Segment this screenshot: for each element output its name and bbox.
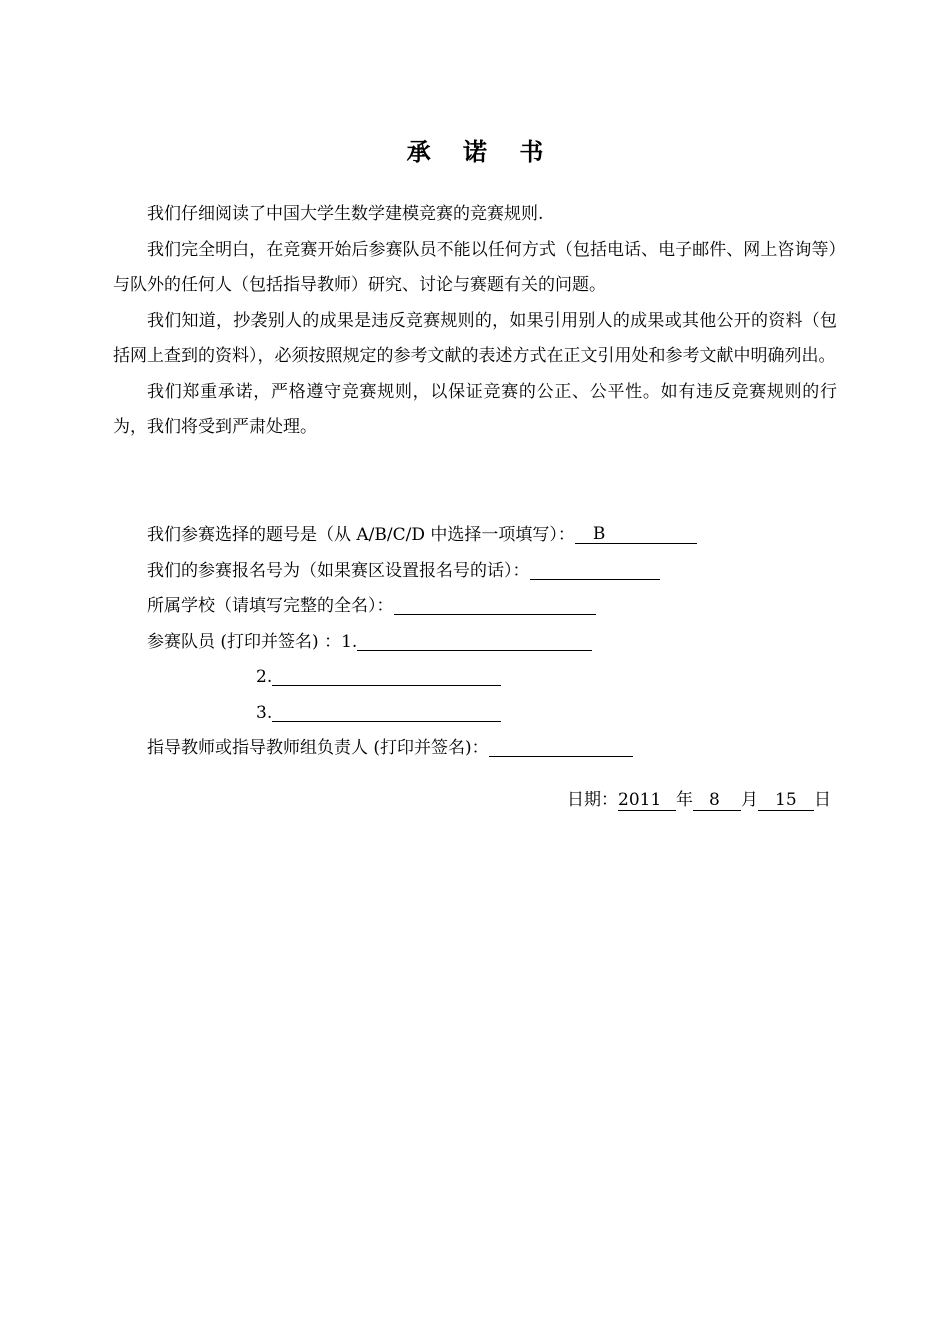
member-2-field[interactable]	[272, 665, 501, 686]
month-unit: 月	[741, 790, 758, 810]
member-3-label: 3.	[256, 702, 273, 723]
paragraph-4: 我们郑重承诺，严格遵守竞赛规则，以保证竞赛的公正、公平性。如有违反竞赛规则的行为，我们将受到严肃处理。	[113, 381, 837, 437]
date-line	[567, 788, 831, 813]
advisor-field[interactable]	[489, 736, 633, 757]
member-2-row	[147, 660, 847, 696]
problem-field[interactable]: B	[575, 524, 697, 544]
member-1-row	[147, 625, 847, 661]
school-label: 所属学校（请填写完整的全名）：	[147, 596, 394, 616]
member-3-field[interactable]	[272, 701, 501, 722]
day-unit: 日	[814, 790, 831, 810]
page-title: 承 诺 书	[406, 137, 556, 166]
date-year[interactable]: 2011	[618, 790, 676, 811]
commitment-body	[113, 197, 837, 446]
year-unit: 年	[676, 790, 693, 810]
member-1-field[interactable]	[357, 630, 592, 651]
members-label: 参赛队员 (打印并签名) ：1.	[147, 631, 358, 652]
registration-row	[147, 554, 847, 590]
member-3-row	[147, 696, 847, 732]
entry-form	[147, 518, 847, 767]
member-2-label: 2.	[256, 667, 273, 687]
advisor-label: 指导教师或指导教师组负责人 (打印并签名)：	[147, 738, 489, 758]
paragraph-3: 我们知道，抄袭别人的成果是违反竞赛规则的，如果引用别人的成果或其他公开的资料（包括网上查到的资料），必须按照规定的参考文献的表述方式在正文引用处和参考文献中明确列出。	[113, 310, 837, 366]
paragraph-1: 我们仔细阅读了中国大学生数学建模竞赛的竞赛规则.	[147, 204, 544, 224]
problem-label: 我们参赛选择的题号是（从 A/B/C/D 中选择一项填写）：	[147, 525, 575, 545]
registration-label: 我们的参赛报名号为（如果赛区设置报名号的话）：	[147, 560, 530, 581]
school-row	[147, 589, 847, 625]
problem-row	[147, 518, 847, 554]
school-field[interactable]	[394, 594, 596, 615]
paragraph-2: 我们完全明白，在竞赛开始后参赛队员不能以任何方式（包括电话、电子邮件、网上咨询等）与队外的任何人（包括指导教师）研究、讨论与赛题有关的问题。	[113, 239, 837, 295]
date-label: 日期：	[567, 790, 618, 810]
advisor-row	[147, 731, 847, 767]
registration-field[interactable]	[530, 559, 660, 580]
date-month[interactable]: 8	[693, 790, 741, 811]
date-day[interactable]: 15	[758, 790, 814, 811]
